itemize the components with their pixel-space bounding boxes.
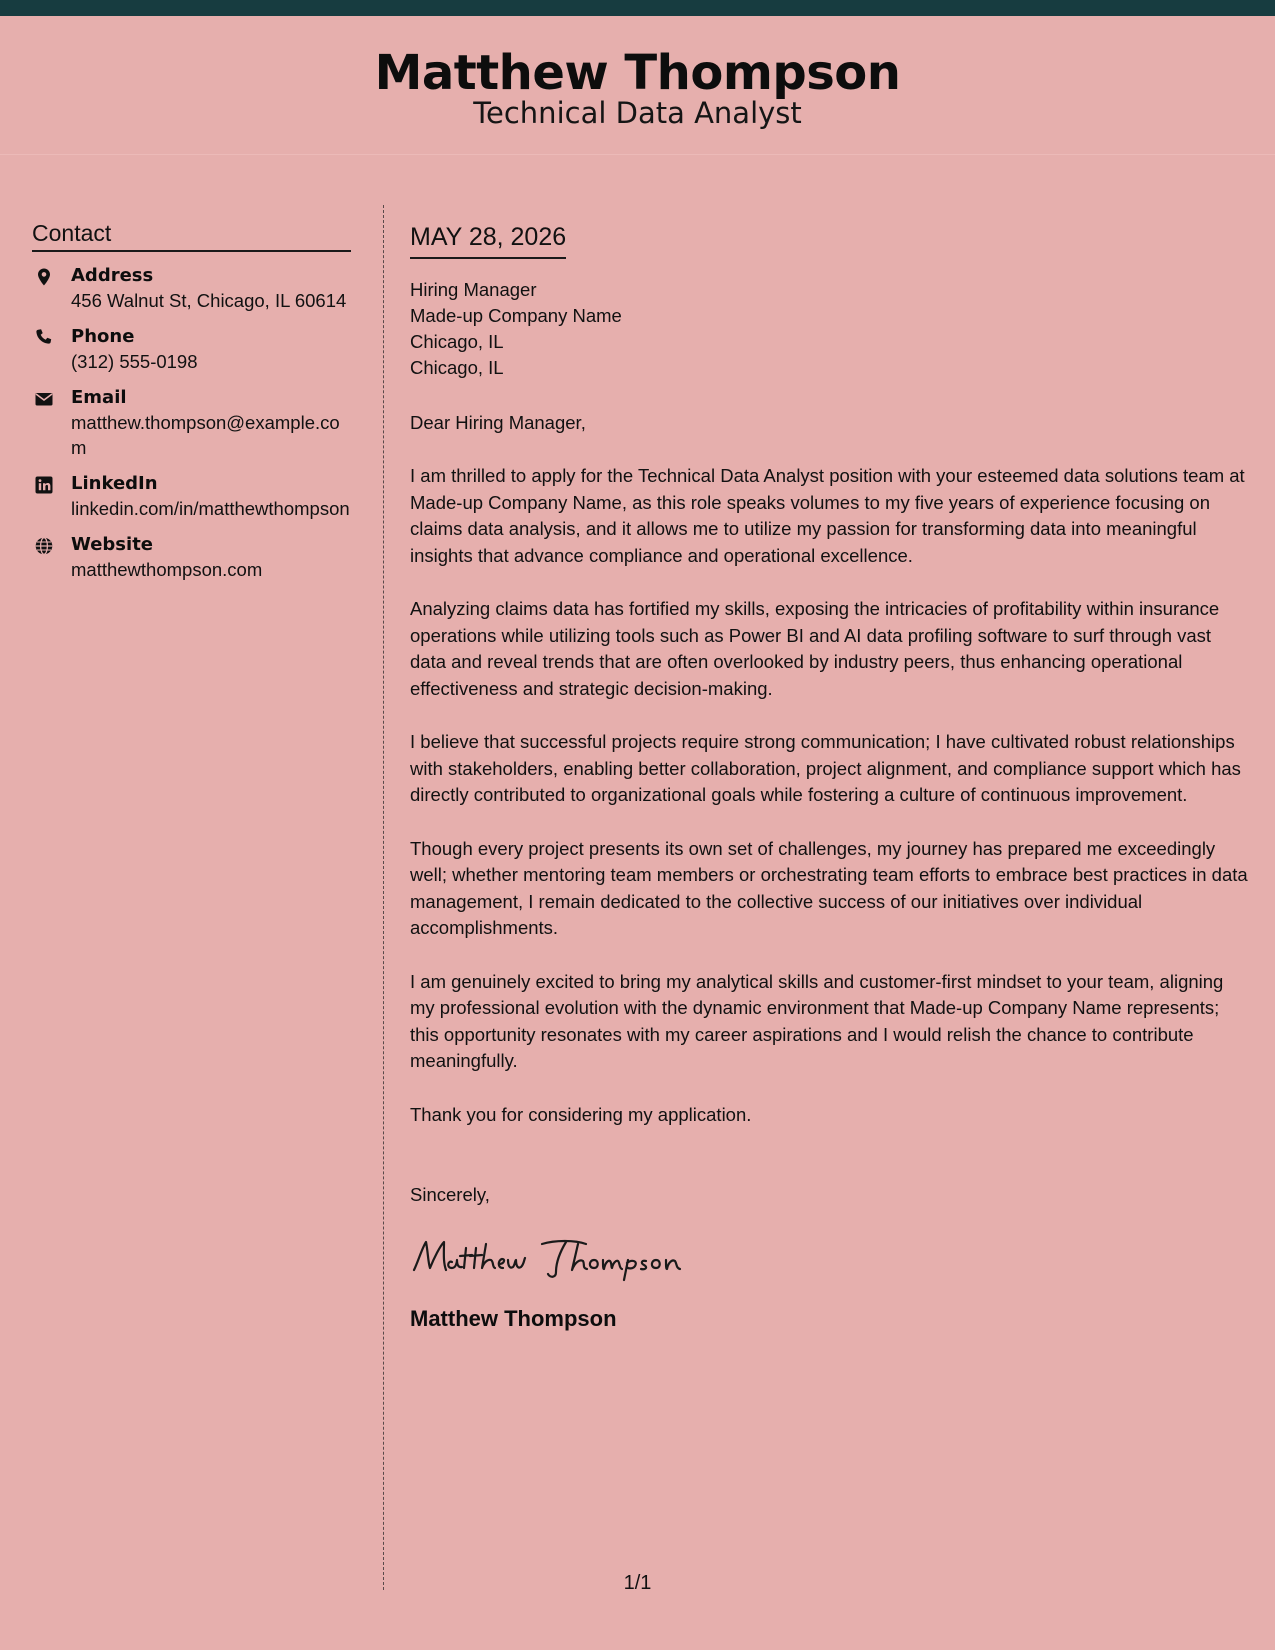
contact-label: Address xyxy=(71,265,154,286)
contact-label: LinkedIn xyxy=(71,473,158,494)
closing: Sincerely, xyxy=(410,1184,490,1205)
letter-date: MAY 28, 2026 xyxy=(410,220,566,259)
contact-item-linkedin xyxy=(32,472,351,521)
recipient-line: Chicago, IL xyxy=(410,357,504,378)
recipient-block xyxy=(410,277,1250,381)
letter-paragraph: Analyzing claims data has fortified my skills, exposing the intricacies of profitability within insurance operations while utilizing tools such as Power BI and AI data profiling software to surf through vast data and reveal trends that are often overlooked by industry peers, thus enhancing operational effectiveness and strategic decision-making. xyxy=(410,598,1220,699)
globe-icon xyxy=(34,536,54,556)
linkedin-value[interactable]: linkedin.com/in/matthewthompson xyxy=(71,498,350,519)
letter-paragraph: Though every project presents its own set of challenges, my journey has prepared me exceedingly well; whether mentoring team members or orchestrating team efforts to embrace best practices in data management, I remain dedicated to the collective success of our initiatives over individual accomplishments. xyxy=(410,837,1248,938)
contact-label: Email xyxy=(71,387,127,408)
handwritten-signature xyxy=(410,1232,690,1282)
applicant-name: Matthew Thompson xyxy=(374,45,901,101)
salutation: Dear Hiring Manager, xyxy=(410,412,586,433)
recipient-line: Made-up Company Name xyxy=(410,305,622,326)
linkedin-icon xyxy=(34,475,54,495)
contact-item-email xyxy=(32,386,351,460)
column-divider xyxy=(383,205,384,1590)
contact-heading: Contact xyxy=(32,218,351,252)
letter-paragraph: I believe that successful projects require strong communication; I have cultivated robust relationships with stakeholders, enabling better collaboration, project alignment, and compliance support which has directly contributed to organizational goals while fostering a culture of continuous improvement. xyxy=(410,731,1241,805)
phone-value[interactable]: (312) 555-0198 xyxy=(71,351,198,372)
job-title: Technical Data Analyst xyxy=(473,96,802,130)
map-pin-icon xyxy=(34,267,54,287)
page-number: 1/1 xyxy=(623,1572,652,1594)
phone-icon xyxy=(34,328,54,348)
letter-paragraph: I am thrilled to apply for the Technical Data Analyst position with your esteemed data solutions team at Made-up Company Name, as this role speaks volumes to my five years of experience focusing on claims data analysis, and it allows me to utilize my passion for transforming data into meaningful insights that advance compliance and operational excellence. xyxy=(410,465,1245,566)
letter-paragraph: Thank you for considering my application. xyxy=(410,1103,752,1125)
email-value[interactable]: matthew.thompson@example.com xyxy=(71,412,340,458)
top-accent-bar xyxy=(0,0,1275,16)
contact-item-website xyxy=(32,533,351,582)
website-value[interactable]: matthewthompson.com xyxy=(71,559,263,580)
recipient-line: Hiring Manager xyxy=(410,279,537,300)
letter-paragraph: I am genuinely excited to bring my analytical skills and customer-first mindset to your team, aligning my professional evolution with the dynamic environment that Made-up Company Name represents; this opportunity resonates with my career aspirations and I would relish the chance to contribute meaningfully. xyxy=(410,970,1224,1071)
cover-letter-body xyxy=(410,220,1250,1333)
contact-label: Phone xyxy=(71,326,135,347)
envelope-icon xyxy=(34,389,54,409)
contact-item-phone xyxy=(32,325,351,374)
recipient-line: Chicago, IL xyxy=(410,331,504,352)
address-value: 456 Walnut St, Chicago, IL 60614 xyxy=(71,290,347,311)
contact-item-address xyxy=(32,264,351,313)
contact-sidebar xyxy=(32,218,351,582)
page-header xyxy=(0,16,1275,155)
contact-label: Website xyxy=(71,534,154,555)
signer-name: Matthew Thompson xyxy=(410,1306,617,1331)
